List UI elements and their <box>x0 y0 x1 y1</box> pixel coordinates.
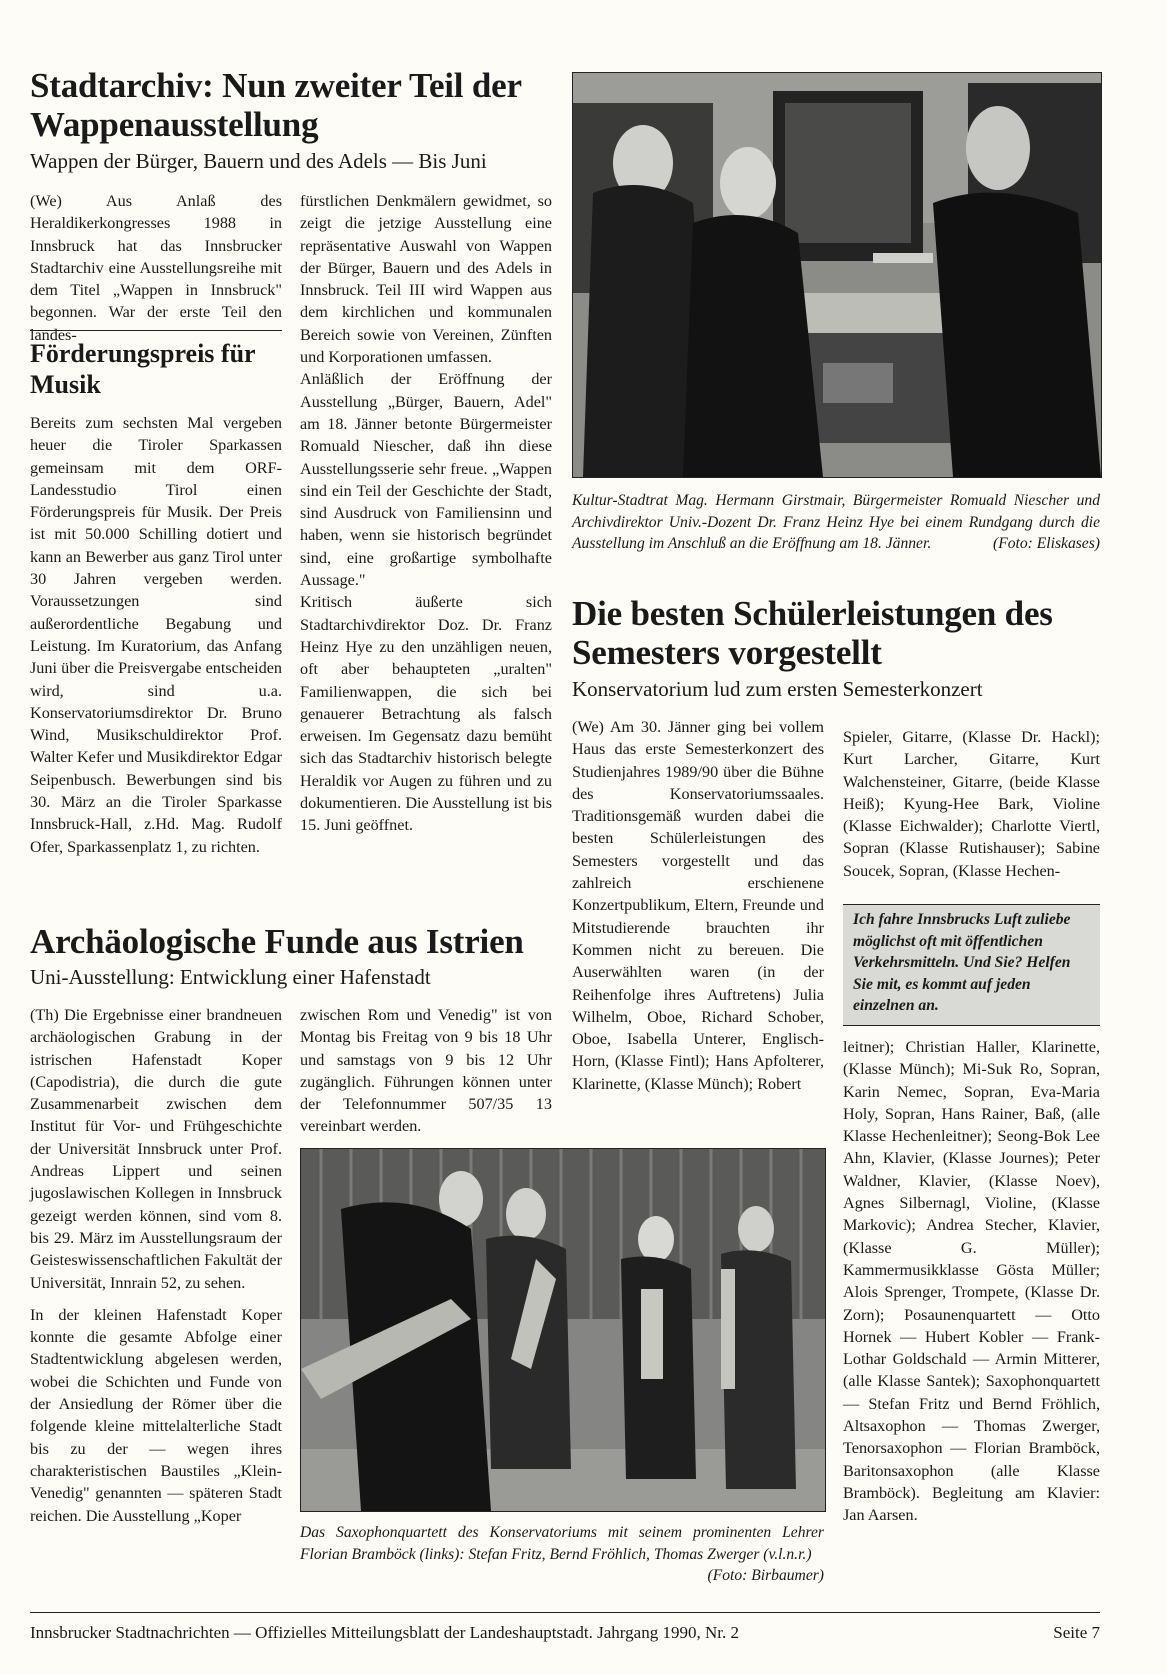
footer-publication: Innsbrucker Stadtnachrichten — Offizielles Mitteilungsblatt der Landeshauptstadt. Jahrgang 1990, Nr. 2 <box>30 1623 739 1642</box>
photo-exhibition-image <box>573 73 1101 477</box>
stadtarchiv-col2-p3: Kritisch äußerte sich Stadtarchivdirektor Doz. Dr. Franz Heinz Hye zu den unzähligen neuen, oft aber behaupteten „uralten" Familienwappen, die sich bei genauerer Betrachtung als falsch erweisen. Im Gegensatz dazu bemüht sich das Stadtarchiv historisch belegte Heraldik vor Augen zu führen und zu dokumentieren. Die Ausstellung ist bis 15. Juni geöffnet. <box>300 593 552 835</box>
stadtarchiv-col2 <box>300 190 552 837</box>
caption-saxophone-text <box>300 1522 824 1584</box>
schueler-col2-bottom: leitner); Christian Haller, Klarinette, (Klasse Münch); Mi-Suk Ro, Sopran, Karin Nemec, Sopran, Eva-Maria Holy, Sopran, Hans Rainer, Baß, (alle Klasse Hechenleitner); Seong-Bok Lee Ahn, Klavier, (Klasse Journes); Peter Waldner, Klavier, (Klasse Noev), Agnes Silbernagl, Violine, (Klasse Markovic); Andrea Stecher, Klavier, (Klasse G. Müller); Kammermusikklasse Gösta Müller; Alois Sprenger, Trompete, (Klasse Dr. Zorn); Posaunenquartett — Otto Hornek — Hubert Kobler — Frank-Lothar Goldschald — Armin Mitterer, (alle Klasse Santek); Saxophonquartett — Stefan Fritz und Bernd Fröhlich, Altsaxophon — Thomas Zwerger, Tenorsaxophon — Florian Bramböck, Baritonsaxophon (alle Klasse Bramböck). Begleitung am Klavier: Jan Aarsen. <box>843 1038 1100 1525</box>
caption-exhibition-text <box>572 490 1100 555</box>
photo-saxophone-image <box>301 1149 825 1511</box>
headline-schueler: Die besten Schülerleistungen des Semesters vorgestellt <box>572 594 1053 672</box>
caption-saxophone <box>300 1522 824 1587</box>
caption-saxophone-body: Das Saxophonquartett des Konservatoriums mit seinem prominenten Lehrer Florian Bramböck (links): Stefan Fritz, Bernd Fröhlich, Thomas Zwerger (v.l.n.r.) <box>300 1524 824 1563</box>
subheadline-schueler: Konservatorium lud zum ersten Semesterkonzert <box>572 677 983 701</box>
stadtarchiv-col2-p2: Anläßlich der Eröffnung der Ausstellung „Bürger, Bauern, Adel" am 18. Jänner betonte Bürgermeister Romuald Niescher, daß ihn diese Ausstellungsserie sehr freue. „Wappen sind ein Teil der Geschichte der Stadt, sind Ausdruck von Familiensinn und haben, wenn sie historisch begründet sind, eine großartige symbolhafte Aussage." <box>300 370 552 590</box>
caption-saxophone-credit: (Foto: Birbaumer) <box>707 1567 824 1584</box>
archaeologie-col1-p1: (Th) Die Ergebnisse einer brandneuen archäologischen Grabung in der istrischen Hafenstadt Koper (Capodistria), die durch die gute Zusammenarbeit zwischen dem Institut für Vor- und Frühgeschichte der Universität Innsbruck unter Prof. Andreas Lippert und seinen jugoslawischen Kollegen in Innsbruck gezeigt werden können, sind vom 8. bis 29. März im Ausstellungsraum der Geisteswissenschaftlichen Fakultät der Universität, Innrain 52, zu sehen. <box>30 1006 282 1292</box>
archaeologie-col2: zwischen Rom und Venedig" ist von Montag bis Freitag von 9 bis 18 Uhr und samstags von 9 bis 12 Uhr zugänglich. Führungen können unter der Telefonnummer 507/35 13 vereinbart werden. <box>300 1006 552 1136</box>
headline-stadtarchiv: Stadtarchiv: Nun zweiter Teil der Wappenausstellung <box>30 66 522 144</box>
photo-exhibition <box>572 72 1102 478</box>
subheadline-archaeologie: Uni-Ausstellung: Entwicklung einer Hafenstadt <box>30 965 431 989</box>
archaeologie-col1-p2: In der kleinen Hafenstadt Koper konnte die gesamte Abfolge einer Stadtentwicklung abgelesen werden, wobei die Schichten und Funde von der Ansiedlung der Römer über die folgende kleine mittelalterliche Stadt bis zu der — wegen ihres charakteristischen Baustiles „Klein-Venedig" genannten — späteren Stadt reichen. Die Ausstellung „Koper <box>30 1305 282 1525</box>
subheadline-stadtarchiv: Wappen der Bürger, Bauern und des Adels — Bis Juni <box>30 149 487 173</box>
schueler-col1: (We) Am 30. Jänner ging bei vollem Haus das erste Semesterkonzert des Studienjahres 1989/90 über die Bühne des Konservatoriumssaales. Traditionsgemäß wurden dabei die besten Schülerleistungen des Semesters vorgestellt und das zahlreich erschienene Konzertpublikum, Eltern, Freunde und Mitstudierende brauchten ihr Kommen nicht zu bereuen. Die Auserwählten waren (in der Reihenfolge ihres Auftretens) Julia Wilhelm, Oboe, Richard Schober, Oboe, Isabella Unterer, Englisch-Horn, (Klasse Fintl); Hans Apfolterer, Klarinette, (Klasse Münch); Robert <box>572 718 824 1093</box>
headline-archaeologie: Archäologische Funde aus Istrien <box>30 922 524 961</box>
info-box-text: Ich fahre Innsbrucks Luft zuliebe möglichst oft mit öffentlichen Verkehrsmitteln. Und Sie? Helfen Sie mit, es kommt auf jeden einzelnen an. <box>853 911 1071 1014</box>
stadtarchiv-col1: (We) Aus Anlaß des Heraldikerkongresses 1988 in Innsbruck hat das Innsbrucker Stadtarchiv eine Ausstellungsreihe mit dem Titel „Wappen in Innsbruck" begonnen. War der erste Teil den landes- <box>30 192 282 344</box>
caption-exhibition-credit: (Foto: Eliskases) <box>993 535 1100 552</box>
footer-rule <box>30 1612 1100 1613</box>
divider-foerderung <box>30 330 282 331</box>
photo-saxophone-quartet <box>300 1148 826 1512</box>
caption-exhibition-body: Kultur-Stadtrat Mag. Hermann Girstmair, Bürgermeister Romuald Niescher und Archivdirektor Univ.-Dozent Dr. Franz Heinz Hye bei einem Rundgang durch die Ausstellung im Anschluß an die Eröffnung am 18. Jänner. <box>572 492 1100 552</box>
footer-page-number: Seite 7 <box>1053 1623 1100 1642</box>
headline-foerderung: Förderungspreis für Musik <box>30 339 256 399</box>
footer <box>30 1622 1100 1644</box>
schueler-col2-top: Spieler, Gitarre, (Klasse Dr. Hackl); Kurt Larcher, Gitarre, Kurt Walchensteiner, Gitarre, (beide Klasse Heiß); Kyung-Hee Bark, Violine (Klasse Eichwalder); Charlotte Viertl, Sopran (Klasse Rutishauser); Sabine Soucek, Sopran, (Klasse Hechen- <box>843 728 1100 880</box>
foerderung-body: Bereits zum sechsten Mal vergeben heuer die Tiroler Sparkassen gemeinsam mit dem ORF-Landesstudio Tirol einen Förderungspreis für Musik. Der Preis ist mit 50.000 Schilling dotiert und kann an Bewerber aus ganz Tirol unter 30 Jahren vergeben werden. Voraussetzungen sind außerordentliche Begabung und Leistung. Im Kuratorium, das Anfang Juni über die Preisvergabe entscheiden wird, sind u.a. Konservatoriumsdirektor Dr. Bruno Wind, Musikschuldirektor Prof. Walter Kefer und Musikdirektor Edgar Seipenbusch. Bewerbungen sind bis 30. März an die Tiroler Sparkasse Innsbruck-Hall, z.Hd. Mag. Rudolf Ofer, Sparkassenplatz 1, zu richten. <box>30 414 282 856</box>
caption-exhibition <box>572 490 1100 555</box>
stadtarchiv-col2-p1: fürstlichen Denkmälern gewidmet, so zeigt die jetzige Ausstellung eine repräsentative Auswahl von Wappen der Bürger, Bauern und des Adels in Innsbruck. Teil III wird Wappen aus dem kirchlichen und kommunalen Bereich sowie von Vereinen, Zünften und Korporationen umfassen. <box>300 192 552 367</box>
info-box-public-transport <box>843 904 1100 1026</box>
archaeologie-col1 <box>30 1004 282 1527</box>
